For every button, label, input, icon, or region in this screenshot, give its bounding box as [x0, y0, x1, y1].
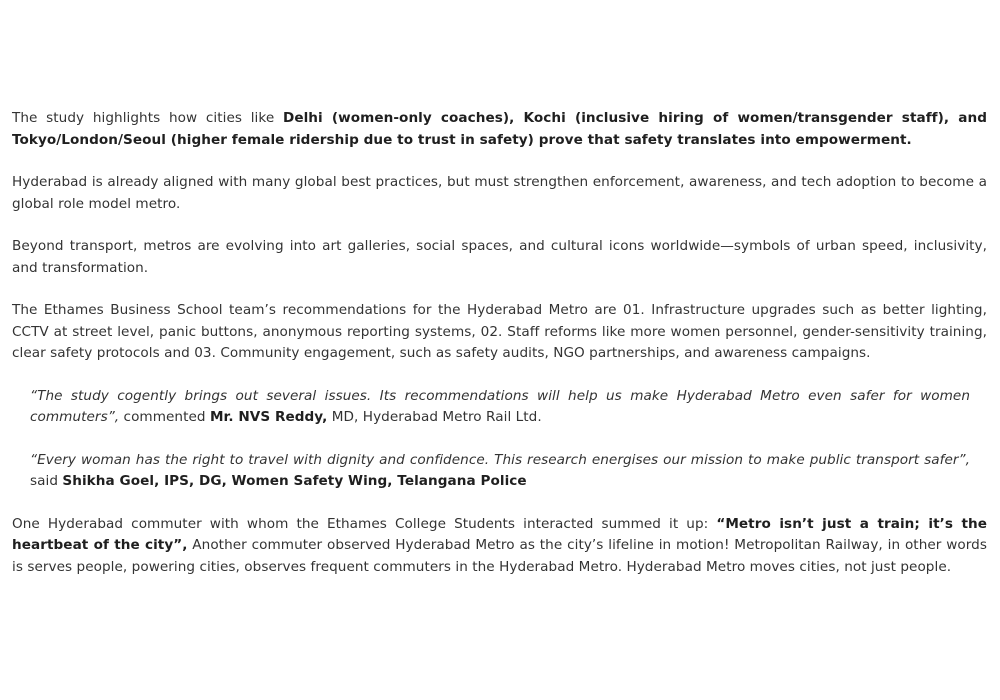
paragraph-bold-text: Delhi (women-only coaches), Kochi (inclusive hiring of women/transgender staff), and Tokyo/London/Seoul (higher female ridership due to trust in safety) prove that safety translates into empowerment.: [12, 110, 987, 148]
quote-nvs-reddy: [30, 386, 970, 429]
quote-shikha-goel: [30, 450, 970, 493]
paragraph-commuter-voice: [12, 514, 987, 579]
paragraph-text: Another commuter observed Hyderabad Metro as the city’s lifeline in motion! Metropolitan Railway, in other words is serves people, powering cities, observes frequent commuters in the Hyderabad Metro. Hyderabad Metro moves cities, not just people.: [12, 537, 987, 575]
quote-text: “Every woman has the right to travel with dignity and confidence. This research energises our mission to make public transport safer”,: [30, 451, 970, 468]
quote-speaker-name: Mr. NVS Reddy,: [209, 409, 328, 425]
quote-attribution-text: commented: [119, 409, 210, 425]
paragraph-text: The Ethames Business School team’s recommendations for the Hyderabad Metro are 01. Infrastructure upgrades such as better lighting, CCTV at street level, panic buttons, anonymous reporting systems, 02. Staff reforms like more women personnel, gender-sensitivity training, clear safety protocols and 03. Community engagement, such as safety audits, NGO partnerships, and awareness campaigns.: [12, 302, 987, 361]
paragraph-bold-quote: “Metro isn’t just a train; it’s the heartbeat of the city”,: [12, 515, 988, 553]
quote-text: “The study cogently brings out several issues. Its recommendations will help us make Hyderabad Metro even safer for women commuters”,: [30, 387, 970, 425]
paragraph-text: The study highlights how cities like: [12, 110, 283, 126]
paragraph-text: One Hyderabad commuter with whom the Ethames College Students interacted summed it up:: [12, 515, 717, 532]
quote-speaker-name: Shikha Goel, IPS, DG, Women Safety Wing, Telangana Police: [62, 473, 527, 489]
paragraph-city-examples: [12, 108, 987, 151]
paragraph-recommendations: [12, 300, 987, 365]
paragraph-beyond-transport: [12, 236, 987, 279]
paragraph-text: Hyderabad is already aligned with many global best practices, but must strengthen enforcement, awareness, and tech adoption to become a global role model metro.: [12, 174, 987, 212]
quote-speaker-title: MD, Hyderabad Metro Rail Ltd.: [327, 409, 542, 425]
paragraph-text: Beyond transport, metros are evolving into art galleries, social spaces, and cultural icons worldwide—symbols of urban speed, inclusivity, and transformation.: [12, 238, 987, 276]
paragraph-hyderabad-alignment: [12, 172, 987, 215]
quote-attribution-text: said: [30, 473, 63, 489]
